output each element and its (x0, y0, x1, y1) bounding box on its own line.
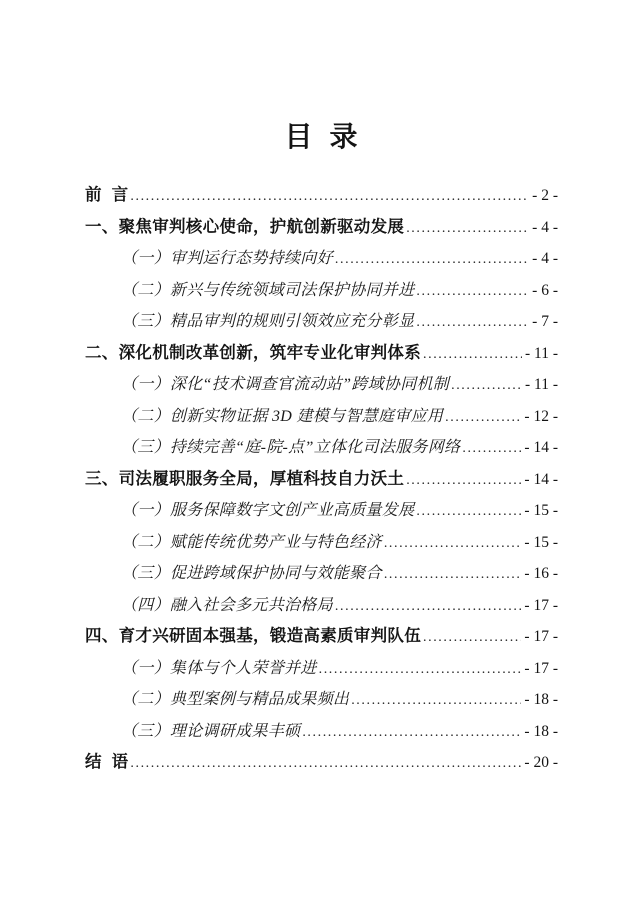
dot-leader (416, 496, 521, 528)
toc-entry[interactable] (85, 495, 558, 527)
toc-entry-page-number: - 18 - (524, 691, 558, 709)
toc-entry[interactable] (85, 369, 558, 401)
toc-entry[interactable] (85, 684, 558, 716)
toc-entry-page-number: - 12 - (524, 407, 558, 425)
toc-entry[interactable] (85, 653, 558, 685)
toc-entry-label: （二）新兴与传统领域司法保护协同并进 (121, 281, 415, 299)
toc-entry-page-number: - 15 - (524, 533, 558, 551)
toc-entry-label: 二、深化机制改革创新，筑牢专业化审判体系 (85, 343, 421, 362)
toc-entry-page-number: - 2 - (532, 187, 558, 205)
toc-entry-page-number: - 14 - (524, 470, 558, 488)
toc-entry-label: 结 语 (85, 753, 129, 772)
toc-entry[interactable] (85, 590, 558, 622)
toc-entry[interactable] (85, 338, 558, 370)
toc-entry-page-number: - 4 - (532, 218, 558, 236)
dot-leader (335, 244, 529, 276)
toc-entry-label: （四）融入社会多元共治格局 (121, 596, 333, 614)
toc-entry-label: （二）创新实物证据 3D 建模与智慧庭审应用 (121, 407, 444, 425)
dot-leader (319, 654, 522, 686)
toc-entry-page-number: - 17 - (524, 596, 558, 614)
toc-entry-label: 前 言 (85, 186, 129, 205)
dot-leader (335, 591, 522, 623)
dot-leader (406, 213, 529, 245)
toc-entry[interactable] (85, 212, 558, 244)
toc-entry-label: 一、聚焦审判核心使命，护航创新驱动发展 (85, 217, 405, 236)
toc-entry[interactable] (85, 180, 558, 212)
toc-entry[interactable] (85, 401, 558, 433)
toc-entry[interactable] (85, 275, 558, 307)
toc-entry[interactable] (85, 527, 558, 559)
toc-entry-label: （二）赋能传统优势产业与特色经济 (121, 533, 382, 551)
toc-entry-label: （一）集体与个人荣誉并进 (121, 659, 317, 677)
dot-leader (130, 748, 521, 780)
toc-list (85, 180, 558, 779)
dot-leader (416, 307, 529, 339)
toc-entry-label: （三）精品审判的规则引领效应充分彰显 (121, 313, 415, 331)
toc-entry-page-number: - 16 - (524, 565, 558, 583)
toc-entry[interactable] (85, 464, 558, 496)
toc-entry[interactable] (85, 747, 558, 779)
dot-leader (406, 465, 521, 497)
dot-leader (445, 402, 521, 434)
dot-leader (423, 622, 521, 654)
toc-entry-label: 三、司法履职服务全局，厚植科技自力沃土 (85, 469, 405, 488)
toc-entry-page-number: - 14 - (524, 439, 558, 457)
toc-entry-label: （一）审判运行态势持续向好 (121, 250, 333, 268)
toc-entry-page-number: - 6 - (532, 281, 558, 299)
dot-leader (416, 276, 529, 308)
toc-entry-label: （三）促进跨域保护协同与效能聚合 (121, 565, 382, 583)
dot-leader (384, 528, 522, 560)
dot-leader (302, 717, 521, 749)
dot-leader (423, 339, 522, 371)
toc-entry-page-number: - 4 - (532, 250, 558, 268)
toc-entry-label: （三）理论调研成果丰硕 (121, 722, 301, 740)
toc-entry-page-number: - 18 - (524, 722, 558, 740)
toc-entry-page-number: - 17 - (524, 628, 558, 646)
toc-entry[interactable] (85, 716, 558, 748)
toc-entry-page-number: - 11 - (525, 344, 558, 362)
toc-title: 目 录 (284, 122, 359, 153)
toc-entry[interactable] (85, 243, 558, 275)
toc-entry-label: （一）深化“技术调查官流动站”跨域协同机制 (121, 376, 450, 394)
toc-entry-page-number: - 7 - (532, 313, 558, 331)
toc-entry-page-number: - 15 - (524, 502, 558, 520)
toc-entry-label: （一）服务保障数字文创产业高质量发展 (121, 502, 415, 520)
toc-entry[interactable] (85, 306, 558, 338)
toc-entry-page-number: - 11 - (525, 376, 558, 394)
toc-entry-page-number: - 20 - (524, 754, 558, 772)
toc-entry-page-number: - 17 - (524, 659, 558, 677)
toc-entry-label: （二）典型案例与精品成果频出 (121, 691, 350, 709)
toc-entry[interactable] (85, 621, 558, 653)
dot-leader (130, 181, 529, 213)
dot-leader (384, 559, 522, 591)
toc-entry-label: （三）持续完善“庭-院-点”立体化司法服务网络 (121, 439, 461, 457)
toc-entry[interactable] (85, 558, 558, 590)
dot-leader (351, 685, 521, 717)
dot-leader (451, 370, 522, 402)
dot-leader (462, 433, 521, 465)
toc-entry[interactable] (85, 432, 558, 464)
toc-entry-label: 四、育才兴研固本强基，锻造高素质审判队伍 (85, 627, 421, 646)
